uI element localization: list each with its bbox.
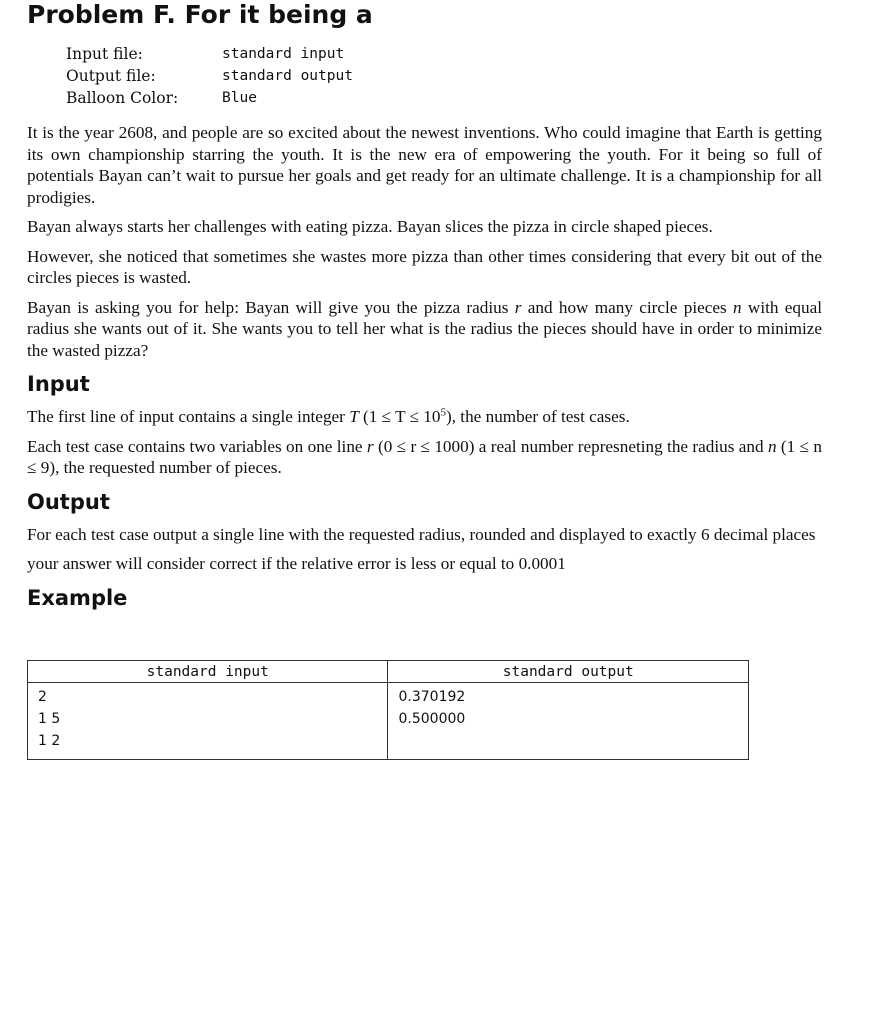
math-n: n [733, 297, 742, 317]
meta-row-output [66, 65, 353, 87]
meta-value: standard output [222, 68, 353, 84]
example-table [27, 660, 749, 760]
statement-paragraph: It is the year 2608, and people are so excited about the newest inventions. Who could imagine that Earth is getting its own championship starring the youth. It is the new era of empowering the youth. For it being so full of potentials Bayan can’t wait to pursue her goals and get ready for an ultimate challenge. It is a championship for all prodigies. [27, 123, 822, 207]
io-meta-table [66, 43, 353, 109]
output-heading: Output [27, 489, 110, 514]
statement-paragraph: However, she noticed that sometimes she wastes more pizza than other times considering that every bit out of the circles pieces is wasted. [27, 246, 822, 287]
problem-body [27, 122, 822, 620]
example-heading: Example [27, 585, 128, 610]
example-output-line: 0.500000 [398, 711, 466, 727]
example-output-header: standard output [388, 661, 749, 683]
example-input-cell [28, 683, 388, 760]
math-r: r [366, 436, 374, 456]
meta-key: Input file: [66, 45, 143, 63]
statement-paragraph: Bayan always starts her challenges with eating pizza. Bayan slices the pizza in circle shaped pieces. [27, 217, 713, 236]
example-input-header: standard input [28, 661, 388, 683]
statement-paragraph: Bayan is asking you for help: Bayan will give you the pizza radius r and how many circle pieces n with equal radius she wants out of it. She wants you to tell her what is the radius the pieces should have in order to minimize the wasted pizza? [27, 297, 822, 360]
meta-row-input [66, 43, 353, 65]
example-output-line: 0.370192 [398, 689, 466, 705]
example-input-line: 1 5 [38, 711, 61, 727]
output-paragraph: For each test case output a single line with the requested radius, rounded and displayed to exactly 6 decimal places [27, 524, 816, 544]
output-paragraph: your answer will consider correct if the relative error is less or equal to 0.0001 [27, 554, 566, 573]
math-r: r [514, 297, 522, 317]
example-input-line: 2 [38, 689, 47, 705]
example-input-line: 1 2 [38, 733, 61, 749]
meta-key: Balloon Color: [66, 89, 179, 107]
input-paragraph: The first line of input contains a single integer T $(1 \le T \le 10^5)$, the number of test cases. [27, 406, 630, 426]
meta-row-balloon [66, 87, 353, 109]
input-paragraph: Each test case contains two variables on one line r (0 ≤ r ≤ 1000) a real number represneting the radius and n (1 ≤ n ≤ 9), the requested number of pieces. [27, 436, 822, 477]
input-heading: Input [27, 372, 90, 396]
example-output-cell [388, 683, 749, 760]
meta-value: standard input [222, 46, 345, 62]
math-T: T [349, 407, 359, 426]
problem-title: Problem F. For it being a [27, 0, 373, 29]
meta-key: Output file: [66, 67, 156, 85]
meta-value: Blue [222, 90, 257, 106]
math-n: n [767, 436, 777, 456]
